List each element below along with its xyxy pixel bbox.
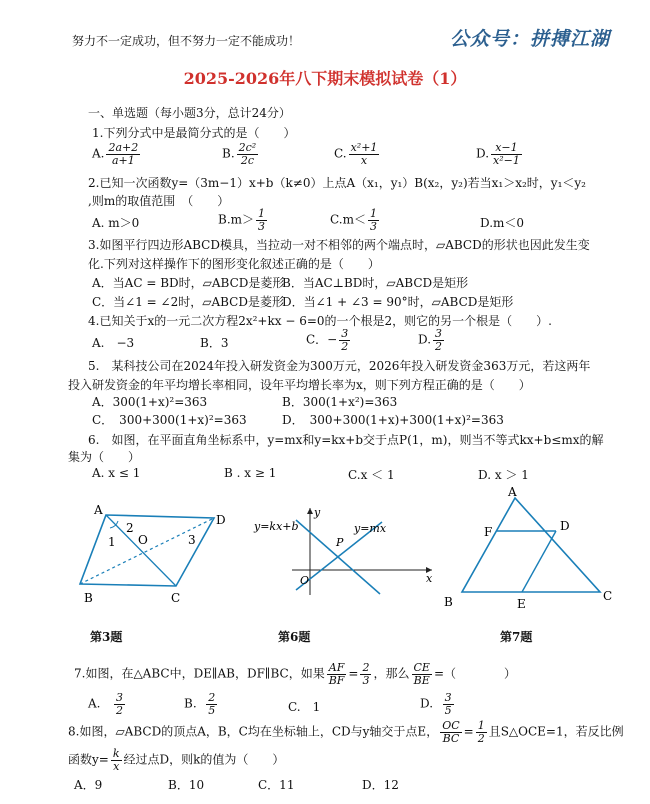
fig7-label-b: B [444, 595, 453, 609]
q5-stem-line1: 5. 某科技公司在2024年投入研发资金为300万元，2026年投入研发资金363万元，若这两年 [88, 359, 591, 373]
figure-3-caption: 第3题 [90, 630, 123, 644]
section-heading: 一、单选题（每小题3分，总计24分） [88, 106, 291, 120]
fig6-label-p: P [336, 536, 344, 549]
q7-option-d: D. $\frac{3}{5}$ [420, 691, 452, 717]
q2-stem-line1: 2.已知一次函数y=（3m−1）x+b（k≠0）上点A（x₁，y₁）B(x₂，y₂)若当x₁＞x₂时，y₁＜y₂ [88, 176, 586, 190]
q6-stem-line1: 6. 如图，在平面直角坐标系中，y=mx和y=kx+b交于点P(1，m)，则当不等式kx+b≤mx的解 [88, 433, 604, 447]
q2-option-c: C.m＜ $\frac{1}{3}$ [330, 207, 377, 233]
q4-option-a: A. −3 [92, 336, 135, 350]
figure-7-caption: 第7题 [500, 630, 533, 644]
q7-option-c: C. 1 [288, 700, 321, 714]
figure-3-parallelogram [76, 500, 236, 610]
q6-option-a: A. x ≤ 1 [92, 466, 141, 480]
q2-option-d: D.m＜0 [480, 216, 525, 230]
q6-option-d: D. x ＞ 1 [478, 468, 529, 482]
q5-option-b: B．300(1+x²)=363 [282, 395, 398, 409]
q7-option-b: B. $\frac{2}{5}$ [184, 691, 216, 717]
triangle-abc [462, 498, 600, 592]
q8-stem-line2: 函数y= $\frac{k}{x}$ 经过点D，则k的值为（ ） [68, 747, 285, 773]
q1-stem: 1.下列分式中是最简分式的是（ ） [92, 126, 296, 140]
q3-option-b: B．当AC⊥BD时，▱ABCD是矩形 [282, 276, 469, 290]
q4-option-c: C．− $\frac{3}{2}$ [306, 327, 349, 353]
fig3-label-o: O [138, 533, 148, 547]
q1-option-b: B. $\frac{\text{2c²}}{2c}$ [222, 141, 257, 167]
q3-stem-line2: 化.下列对这样操作下的图形变化叙述正确的是（ ） [88, 257, 380, 271]
q8-option-a: A．9 [74, 778, 103, 792]
q5-option-a: A．300(1+x)²=363 [92, 395, 208, 409]
fig7-label-e: E [517, 597, 526, 611]
q6-option-c: C.x ＜ 1 [348, 468, 395, 482]
q1-option-c: C. $\frac{\text{x²+1}}{x}$ [334, 141, 378, 167]
q8-stem-line1: 8.如图，▱ABCD的顶点A，B，C均在坐标轴上，CD与y轴交于点E， $\frac{OC}{BC}$ = $\frac{1}{2}$ 且S△OCE=1，若反比例 [68, 719, 624, 745]
fig3-label-a: A [94, 503, 103, 517]
y-axis-arrow [307, 508, 313, 514]
motto: 努力不一定成功，但不努力一定不能成功！ [72, 34, 301, 48]
q7-stem: 7.如图，在△ABC中，DE∥AB，DF∥BC，如果 $\frac{AF}{BF}$ = $\frac{2}{3}$ ，那么 $\frac{CE}{BE}$ =（ ） [74, 661, 517, 687]
q3-stem-line1: 3.如图平行四边形ABCD模具，当拉动一对不相邻的两个端点时，▱ABCD的形状也因此发生变 [88, 238, 590, 252]
q6-option-b: B . x ≥ 1 [224, 466, 277, 480]
q5-stem-line2: 投入研发资金的年平均增长率相同，设年平均增长率为x，则下列方程正确的是（ ） [68, 378, 531, 392]
fig6-label-o: O [300, 574, 310, 587]
q4-stem: 4.已知关于x的一元二次方程2x²+kx − 6=0的一个根是2，则它的另一个根是（ ）. [88, 314, 552, 328]
q2-option-b: B.m＞ $\frac{1}{3}$ [218, 207, 266, 233]
q3-option-c: C．当∠1 = ∠2时，▱ABCD是菱形 [92, 295, 284, 309]
fig7-label-c: C [603, 589, 613, 603]
q4-option-d: D. $\frac{3}{2}$ [418, 327, 443, 353]
angle-1-arc [110, 521, 118, 528]
q1-option-a: A. $\frac{2a+2}{a+1}$ [92, 141, 139, 167]
q3-option-a: A．当AC = BD时，▱ABCD是菱形 [92, 276, 285, 290]
q8-option-d: D．12 [362, 778, 399, 792]
fig6-label-x: x [426, 572, 433, 585]
fig3-label-b: B [84, 591, 93, 605]
exam-title: 2025-2026年八下期末模拟试卷（1） [183, 69, 467, 88]
fig7-label-a: A [508, 485, 517, 499]
q2-stem-line2: ,则m的取值范围 （ ） [88, 194, 230, 208]
q5-option-d: D． 300+300(1+x)+300(1+x)²=363 [282, 413, 504, 427]
q8-option-c: C．11 [258, 778, 295, 792]
q1-option-d: D. $\frac{x-1}{\text{x²−1}}$ [476, 141, 520, 167]
q2-option-a: A. m＞0 [92, 216, 140, 230]
fig3-label-c: C [171, 591, 181, 605]
watermark: 公众号：拼搏江湖 [450, 28, 611, 50]
fig7-label-f: F [484, 525, 493, 539]
figure-7-triangle [440, 484, 620, 614]
fig3-label-d: D [216, 513, 226, 527]
fig3-label-3: 3 [188, 533, 196, 547]
segment-de [522, 531, 556, 592]
fig6-label-mx: y=mx [354, 522, 387, 535]
q5-option-c: C． 300+300(1+x)²=363 [92, 413, 247, 427]
q3-option-d: D．当∠1 + ∠3 = 90°时，▱ABCD是矩形 [282, 295, 514, 309]
q4-option-b: B．3 [200, 336, 229, 350]
q7-option-a: A. $\frac{3}{2}$ [88, 691, 123, 717]
figure-6-caption: 第6题 [278, 630, 311, 644]
fig3-label-1: 1 [108, 535, 116, 549]
fig7-label-d: D [560, 519, 570, 533]
fig3-label-2: 2 [126, 521, 134, 535]
fig6-label-kxb: y=kx+b [254, 520, 299, 533]
diagonal-ac [106, 515, 176, 586]
diagonal-bd [80, 518, 214, 584]
q8-option-b: B．10 [168, 778, 205, 792]
figure-6-coordinate-graph [252, 500, 442, 600]
fig6-label-y: y [314, 506, 321, 519]
q6-stem-line2: 集为（ ） [68, 450, 141, 464]
